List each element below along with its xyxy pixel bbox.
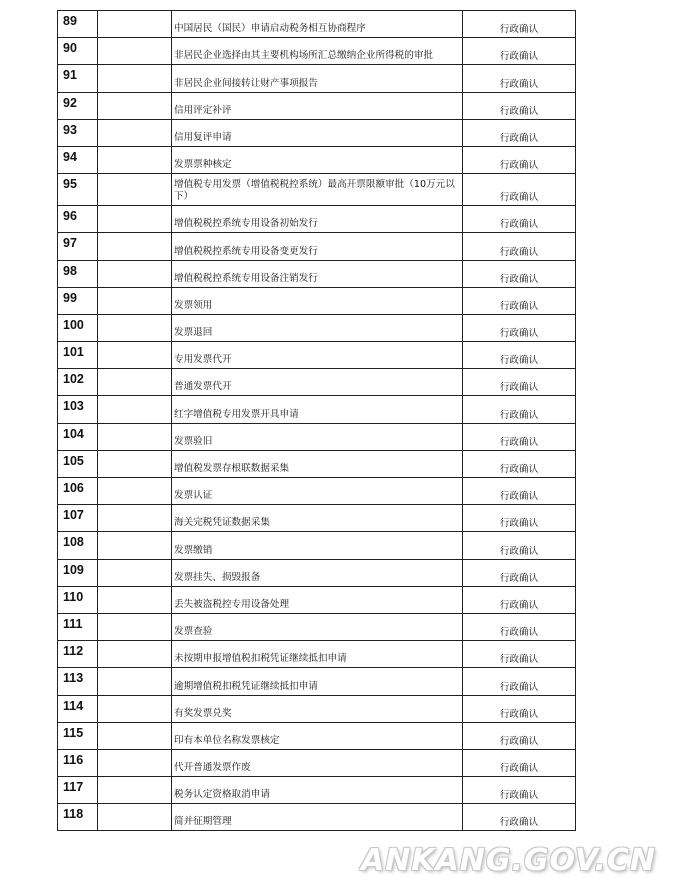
item-type: 行政确认	[463, 613, 576, 640]
table-row	[58, 668, 576, 695]
row-number: 110	[58, 586, 98, 613]
item-name: 普通发票代开	[172, 369, 463, 396]
row-number: 96	[58, 206, 98, 233]
empty-cell	[98, 668, 172, 695]
table-row	[58, 749, 576, 776]
empty-cell	[98, 396, 172, 423]
item-type: 行政确认	[463, 804, 576, 831]
row-number: 97	[58, 233, 98, 260]
item-type: 行政确认	[463, 92, 576, 119]
item-name: 增值税税控系统专用设备注销发行	[172, 260, 463, 287]
item-type: 行政确认	[463, 174, 576, 206]
item-type: 行政确认	[463, 695, 576, 722]
row-number: 91	[58, 65, 98, 92]
table-row	[58, 11, 576, 38]
empty-cell	[98, 38, 172, 65]
item-type: 行政确认	[463, 532, 576, 559]
empty-cell	[98, 146, 172, 173]
item-name: 专用发票代开	[172, 342, 463, 369]
row-number: 115	[58, 722, 98, 749]
table-row	[58, 722, 576, 749]
item-name: 有奖发票兑奖	[172, 695, 463, 722]
item-name: 中国居民（国民）申请启动税务相互协商程序	[172, 11, 463, 38]
item-name: 红字增值税专用发票开具申请	[172, 396, 463, 423]
item-name: 发票缴销	[172, 532, 463, 559]
item-name: 非居民企业选择由其主要机构场所汇总缴纳企业所得税的审批	[172, 38, 463, 65]
table-row	[58, 478, 576, 505]
empty-cell	[98, 233, 172, 260]
item-name: 增值税税控系统专用设备初始发行	[172, 206, 463, 233]
item-type: 行政确认	[463, 668, 576, 695]
empty-cell	[98, 260, 172, 287]
item-type: 行政确认	[463, 722, 576, 749]
table-row	[58, 641, 576, 668]
empty-cell	[98, 695, 172, 722]
item-name: 发票领用	[172, 287, 463, 314]
empty-cell	[98, 804, 172, 831]
item-name: 增值税税控系统专用设备变更发行	[172, 233, 463, 260]
table-row	[58, 586, 576, 613]
item-type: 行政确认	[463, 641, 576, 668]
item-type: 行政确认	[463, 450, 576, 477]
empty-cell	[98, 206, 172, 233]
item-name: 发票挂失、损毁报备	[172, 559, 463, 586]
row-number: 98	[58, 260, 98, 287]
item-type: 行政确认	[463, 505, 576, 532]
empty-cell	[98, 119, 172, 146]
item-type: 行政确认	[463, 777, 576, 804]
item-type: 行政确认	[463, 11, 576, 38]
row-number: 106	[58, 478, 98, 505]
item-type: 行政确认	[463, 206, 576, 233]
empty-cell	[98, 314, 172, 341]
table-row	[58, 233, 576, 260]
item-type: 行政确认	[463, 314, 576, 341]
item-type: 行政确认	[463, 342, 576, 369]
table-row	[58, 804, 576, 831]
empty-cell	[98, 586, 172, 613]
item-name: 印有本单位名称发票核定	[172, 722, 463, 749]
table-row	[58, 174, 576, 206]
row-number: 94	[58, 146, 98, 173]
table-row	[58, 260, 576, 287]
table-row	[58, 287, 576, 314]
item-type: 行政确认	[463, 119, 576, 146]
empty-cell	[98, 532, 172, 559]
item-type: 行政确认	[463, 559, 576, 586]
table-row	[58, 119, 576, 146]
empty-cell	[98, 777, 172, 804]
row-number: 111	[58, 613, 98, 640]
empty-cell	[98, 478, 172, 505]
item-name: 发票验旧	[172, 423, 463, 450]
row-number: 105	[58, 450, 98, 477]
empty-cell	[98, 369, 172, 396]
item-name: 发票退回	[172, 314, 463, 341]
row-number: 117	[58, 777, 98, 804]
table-row	[58, 695, 576, 722]
row-number: 113	[58, 668, 98, 695]
item-type: 行政确认	[463, 396, 576, 423]
empty-cell	[98, 11, 172, 38]
item-type: 行政确认	[463, 423, 576, 450]
row-number: 100	[58, 314, 98, 341]
item-name: 增值税发票存根联数据采集	[172, 450, 463, 477]
table-row	[58, 613, 576, 640]
table-row	[58, 423, 576, 450]
row-number: 107	[58, 505, 98, 532]
row-number: 101	[58, 342, 98, 369]
row-number: 109	[58, 559, 98, 586]
row-number: 104	[58, 423, 98, 450]
table-row	[58, 314, 576, 341]
row-number: 116	[58, 749, 98, 776]
table-row	[58, 342, 576, 369]
empty-cell	[98, 65, 172, 92]
table-row	[58, 450, 576, 477]
empty-cell	[98, 722, 172, 749]
row-number: 93	[58, 119, 98, 146]
item-name: 发票查验	[172, 613, 463, 640]
item-type: 行政确认	[463, 749, 576, 776]
empty-cell	[98, 92, 172, 119]
row-number: 118	[58, 804, 98, 831]
empty-cell	[98, 559, 172, 586]
table-row	[58, 777, 576, 804]
empty-cell	[98, 613, 172, 640]
site-watermark: ANKANG.GOV.CN	[360, 843, 656, 878]
item-name: 信用评定补评	[172, 92, 463, 119]
row-number: 92	[58, 92, 98, 119]
item-name: 发票认证	[172, 478, 463, 505]
administrative-items-table	[57, 10, 576, 831]
table-row	[58, 559, 576, 586]
row-number: 102	[58, 369, 98, 396]
item-type: 行政确认	[463, 260, 576, 287]
table-row	[58, 505, 576, 532]
item-type: 行政确认	[463, 146, 576, 173]
empty-cell	[98, 749, 172, 776]
table-row	[58, 532, 576, 559]
item-type: 行政确认	[463, 478, 576, 505]
empty-cell	[98, 423, 172, 450]
row-number: 114	[58, 695, 98, 722]
table-row	[58, 65, 576, 92]
empty-cell	[98, 342, 172, 369]
item-name: 税务认定资格取消申请	[172, 777, 463, 804]
item-type: 行政确认	[463, 586, 576, 613]
table-body	[58, 11, 576, 831]
table-row	[58, 38, 576, 65]
empty-cell	[98, 174, 172, 206]
table-row	[58, 396, 576, 423]
item-type: 行政确认	[463, 65, 576, 92]
empty-cell	[98, 505, 172, 532]
item-name: 海关完税凭证数据采集	[172, 505, 463, 532]
empty-cell	[98, 641, 172, 668]
item-name: 未按期申报增值税扣税凭证继续抵扣申请	[172, 641, 463, 668]
table-row	[58, 369, 576, 396]
item-name: 逾期增值税扣税凭证继续抵扣申请	[172, 668, 463, 695]
item-name: 信用复评申请	[172, 119, 463, 146]
document-table-wrapper	[57, 10, 576, 831]
row-number: 108	[58, 532, 98, 559]
row-number: 89	[58, 11, 98, 38]
row-number: 99	[58, 287, 98, 314]
item-name: 非居民企业间接转让财产事项报告	[172, 65, 463, 92]
row-number: 95	[58, 174, 98, 206]
table-row	[58, 92, 576, 119]
empty-cell	[98, 287, 172, 314]
table-row	[58, 206, 576, 233]
item-name: 代开普通发票作废	[172, 749, 463, 776]
item-name: 增值税专用发票（增值税税控系统）最高开票限额审批（10万元以下）	[172, 174, 463, 206]
item-name: 简并征期管理	[172, 804, 463, 831]
row-number: 103	[58, 396, 98, 423]
row-number: 90	[58, 38, 98, 65]
item-name: 丢失被盗税控专用设备处理	[172, 586, 463, 613]
item-type: 行政确认	[463, 38, 576, 65]
item-name: 发票票种核定	[172, 146, 463, 173]
table-row	[58, 146, 576, 173]
row-number: 112	[58, 641, 98, 668]
item-type: 行政确认	[463, 287, 576, 314]
empty-cell	[98, 450, 172, 477]
item-type: 行政确认	[463, 369, 576, 396]
item-type: 行政确认	[463, 233, 576, 260]
